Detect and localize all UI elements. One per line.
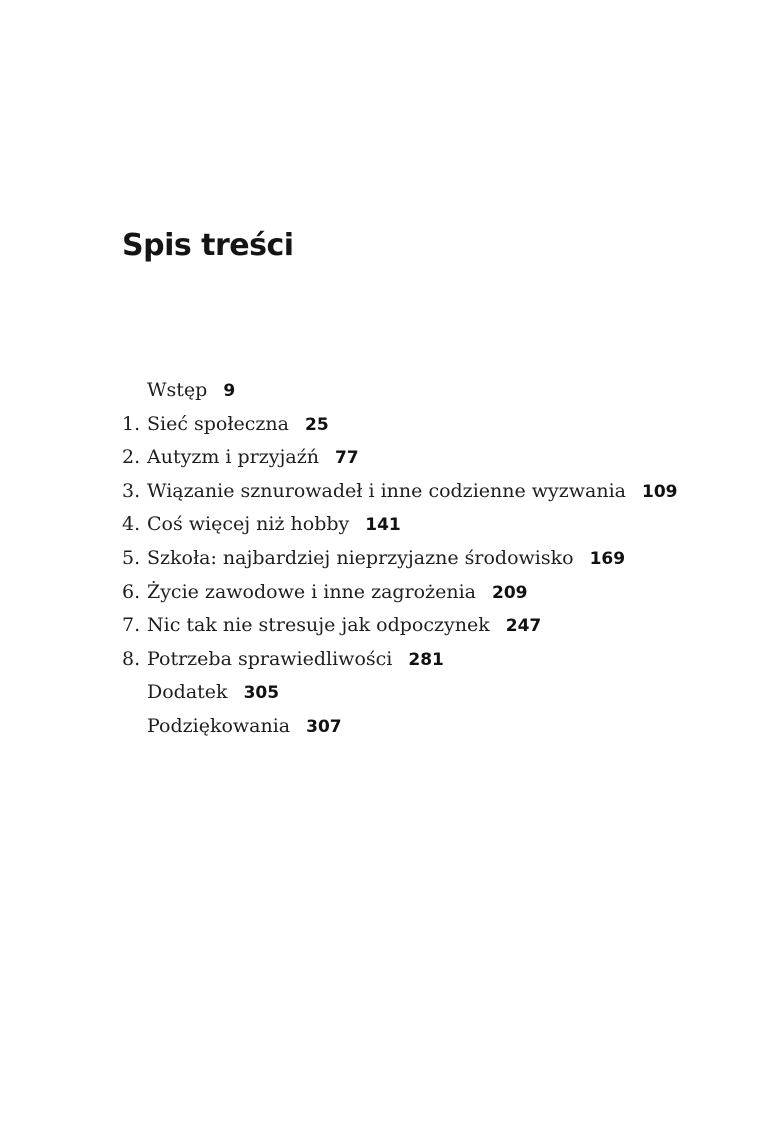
toc-entry-title: Dodatek <box>147 681 228 704</box>
toc-entry-title: Potrzeba sprawiedliwości <box>147 647 393 670</box>
toc-entry-chapter-4 <box>122 508 742 542</box>
toc-entry-page: 247 <box>505 616 542 637</box>
toc-entry-chapter-7 <box>122 609 742 643</box>
toc-entry-number: 3. <box>122 479 141 502</box>
toc-entry-page: 169 <box>589 548 626 569</box>
toc-entry-title: Podziękowania <box>147 714 291 737</box>
toc-entry-chapter-8 <box>122 643 742 677</box>
toc-entry-acknowledgements <box>122 710 742 744</box>
toc-entry-number: 2. <box>122 446 141 469</box>
toc-entry-number: 5. <box>122 546 141 569</box>
toc-entry-number: 7. <box>122 614 141 637</box>
toc-entry-title: Wiązanie sznurowadeł i inne codzienne wyzwania <box>147 479 627 502</box>
toc-entry-page: 209 <box>492 582 528 603</box>
toc-entry-title: Coś więcej niż hobby <box>147 513 350 536</box>
toc-entry-introduction <box>122 374 742 408</box>
table-of-contents <box>122 374 742 744</box>
toc-entry-title: Autyzm i przyjaźń <box>147 446 319 469</box>
toc-entry-number: 8. <box>122 647 141 670</box>
toc-entry-page: 305 <box>243 683 280 704</box>
toc-entry-chapter-5 <box>122 542 742 576</box>
toc-entry-chapter-1 <box>122 408 742 442</box>
toc-entry-chapter-3 <box>122 475 742 509</box>
toc-entry-page: 109 <box>642 481 678 502</box>
toc-entry-chapter-2 <box>122 441 742 475</box>
page-title: Spis treści <box>122 228 294 263</box>
toc-entry-page: 9 <box>223 381 236 401</box>
toc-entry-page: 77 <box>334 448 359 469</box>
toc-entry-number: 6. <box>122 580 141 603</box>
toc-entry-number: 4. <box>122 513 141 536</box>
toc-entry-title: Nic tak nie stresuje jak odpoczynek <box>147 614 490 637</box>
toc-entry-appendix <box>122 676 742 710</box>
toc-entry-page: 281 <box>408 649 444 670</box>
toc-entry-page: 141 <box>365 515 401 536</box>
toc-entry-title: Sieć społeczna <box>147 412 289 435</box>
toc-entry-title: Szkoła: najbardziej nieprzyjazne środowisko <box>147 546 574 569</box>
toc-entry-page: 25 <box>305 414 329 435</box>
toc-entry-chapter-6 <box>122 576 742 610</box>
toc-entry-title: Wstęp <box>147 379 208 401</box>
toc-entry-number: 1. <box>122 412 141 435</box>
toc-entry-page: 307 <box>306 716 342 737</box>
toc-entry-title: Życie zawodowe i inne zagrożenia <box>147 580 476 603</box>
